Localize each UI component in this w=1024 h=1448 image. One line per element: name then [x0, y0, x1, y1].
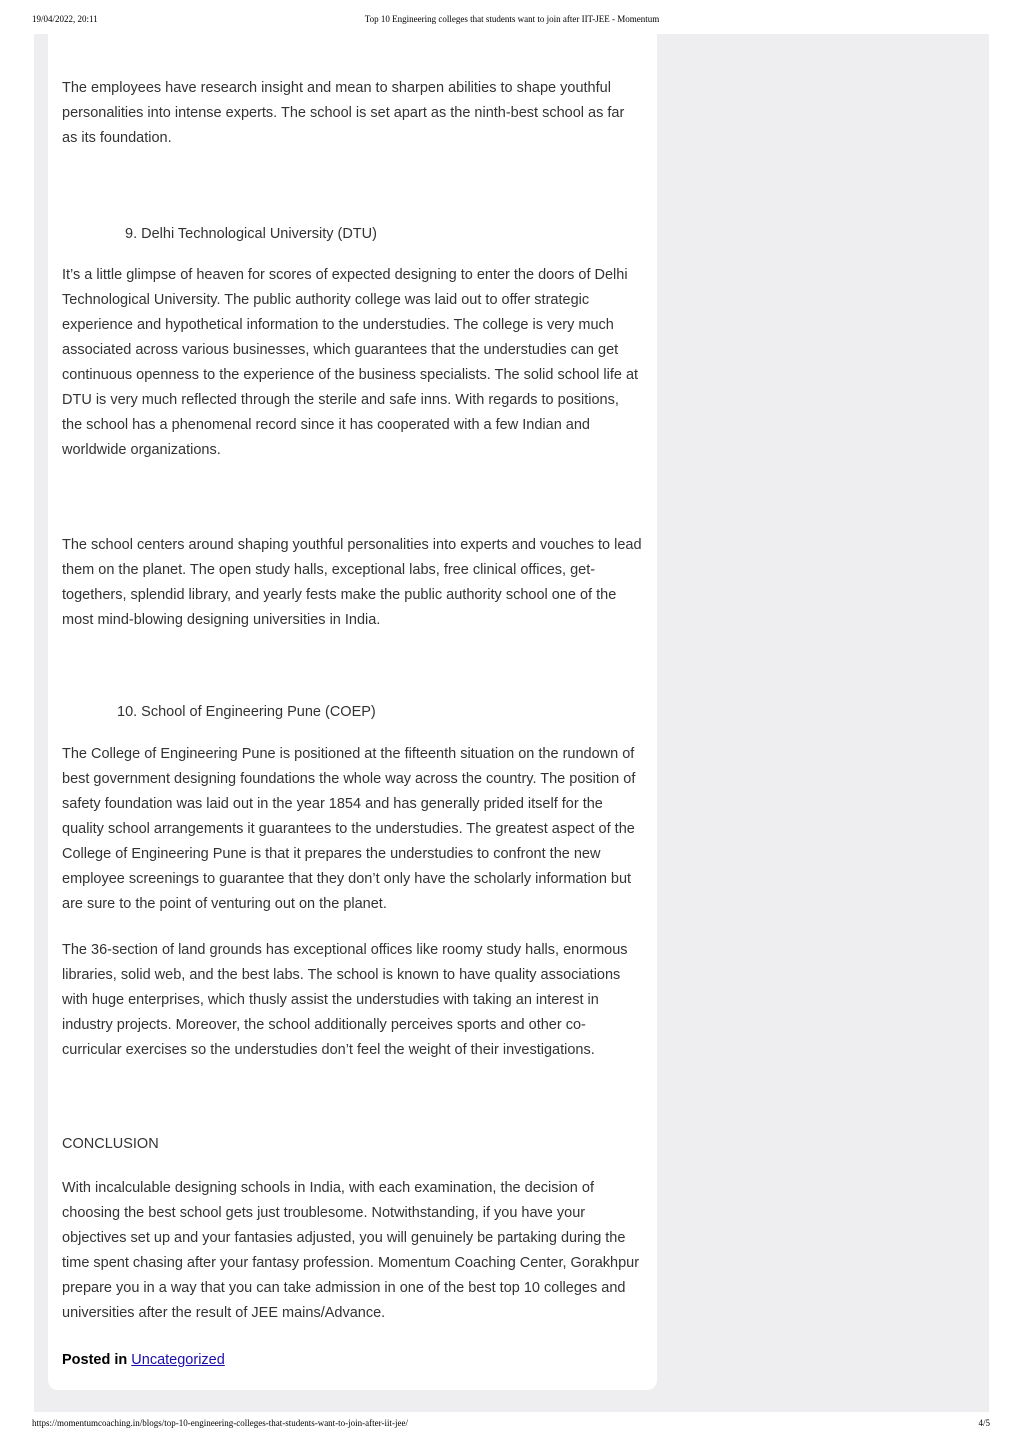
category-link[interactable]: Uncategorized: [131, 1352, 225, 1368]
print-page-number: 4/5: [978, 1418, 990, 1428]
section9-paragraph-1: It’s a little glimpse of heaven for scores of expected designing to enter the doors of Delhi Technological University. The public authority college was laid out to offer strategic experience and hypothetical information to the understudies. The college is very much associated across various businesses, which guarantees that the understudies can get continuous openness to the experience of the business specialists. The solid school life at DTU is very much reflected through the sterile and safe inns. With regards to positions, the school has a phenomenal record since it has cooperated with a few Indian and worldwide organizations.: [62, 267, 639, 458]
posted-in: [62, 1352, 225, 1368]
intro-paragraph: The employees have research insight and mean to sharpen abilities to shape youthful personalities into intense experts. The school is set apart as the ninth-best school as far as its foundation.: [62, 80, 625, 146]
print-header: [0, 14, 1024, 34]
print-datetime: 19/04/2022, 20:11: [32, 14, 98, 24]
conclusion-paragraph: With incalculable designing schools in India, with each examination, the decision of choosing the best school gets just troublesome. Notwithstanding, if you have your objectives set up and your fantasies adjusted, you will genuinely be partaking during the time spent chasing after your fantasy profession. Momentum Coaching Center, Gorakhpur prepare you in a way that you can take admission in one of the best top 10 colleges and universities after the result of JEE mains/Advance.: [62, 1180, 640, 1321]
print-footer: [0, 1418, 1024, 1438]
section9-paragraph-2: The school centers around shaping youthful personalities into experts and vouches to lead them on the planet. The open study halls, exceptional labs, free clinical offices, get-togethers, splendid library, and yearly fests make the public authority school one of the most mind-blowing designing universities in India.: [62, 537, 642, 628]
section9-heading: 9. Delhi Technological University (DTU): [125, 226, 377, 242]
conclusion-heading: CONCLUSION: [62, 1136, 159, 1152]
print-url: https://momentumcoaching.in/blogs/top-10-engineering-colleges-that-students-want-to-join-after-iit-jee/: [32, 1418, 408, 1428]
section10-paragraph-1: The College of Engineering Pune is positioned at the fifteenth situation on the rundown of best government designing foundations the whole way across the country. The position of safety foundation was laid out in the year 1854 and has generally prided itself for the quality school arrangements it guarantees to the understudies. The greatest aspect of the College of Engineering Pune is that it prepares the understudies to confront the new employee screenings to guarantee that they don’t only have the scholarly information but are sure to the point of venturing out on the planet.: [62, 746, 636, 912]
print-page-title: Top 10 Engineering colleges that students want to join after IIT-JEE - Momentum: [364, 14, 660, 24]
section10-paragraph-2: The 36-section of land grounds has exceptional offices like roomy study halls, enormous libraries, solid web, and the best labs. The school is known to have quality associations with huge enterprises, which thusly assist the understudies with taking an interest in industry projects. Moreover, the school additionally perceives sports and other co-curricular exercises so the understudies don’t feel the weight of their investigations.: [62, 942, 628, 1058]
posted-in-label: Posted in: [62, 1352, 128, 1368]
section10-heading: 10. School of Engineering Pune (COEP): [117, 704, 376, 720]
